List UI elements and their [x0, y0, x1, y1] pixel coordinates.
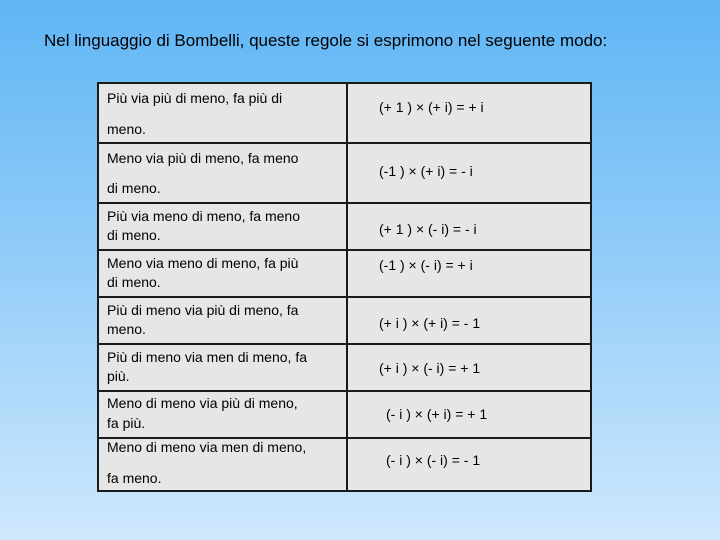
rule-formula: (-1 ) × (+ i) = - i: [379, 163, 473, 179]
rule-text-line: Meno via meno di meno, fa più: [107, 255, 299, 271]
table-row: [99, 84, 590, 144]
rule-text-line: di meno.: [107, 227, 161, 243]
table-row: [99, 251, 590, 298]
rule-formula: (+ i ) × (- i) = + 1: [379, 360, 481, 376]
rule-text-line: di meno.: [107, 274, 161, 290]
table-row: [99, 204, 590, 251]
table-row: [99, 298, 590, 345]
rule-text-line: Meno via più di meno, fa meno: [107, 150, 299, 166]
table-row: [99, 345, 590, 392]
rule-text-line: Meno di meno via più di meno,: [107, 395, 298, 411]
rules-table: [97, 82, 592, 492]
rule-formula: (+ 1 ) × (- i) = - i: [379, 221, 477, 237]
table-row: [99, 144, 590, 204]
rule-text-line: Meno di meno via men di meno,: [107, 439, 307, 455]
table-row: [99, 392, 590, 439]
rule-text-line: più.: [107, 368, 130, 384]
rule-formula: (+ i ) × (+ i) = - 1: [379, 315, 481, 331]
rule-text-line: Più di meno via più di meno, fa: [107, 302, 299, 318]
rule-text-line: Più via meno di meno, fa meno: [107, 208, 300, 224]
rule-text-line: fa più.: [107, 415, 146, 431]
rule-text-line: Più di meno via men di meno, fa: [107, 349, 307, 365]
rule-formula: (-1 ) × (- i) = + i: [379, 257, 473, 273]
rule-text-line: meno.: [107, 321, 146, 337]
rule-formula: (- i ) × (- i) = - 1: [386, 452, 481, 468]
rule-text-line: fa meno.: [107, 470, 162, 486]
rule-formula: (+ 1 ) × (+ i) = + i: [379, 99, 484, 115]
rule-text-line: Più via più di meno, fa più di: [107, 90, 283, 106]
table-row: [99, 439, 590, 490]
rule-text-line: di meno.: [107, 180, 161, 196]
page-title: Nel linguaggio di Bombelli, queste regole si esprimono nel seguente modo:: [44, 31, 608, 50]
rule-formula: (- i ) × (+ i) = + 1: [386, 406, 488, 422]
rule-text-line: meno.: [107, 121, 146, 137]
